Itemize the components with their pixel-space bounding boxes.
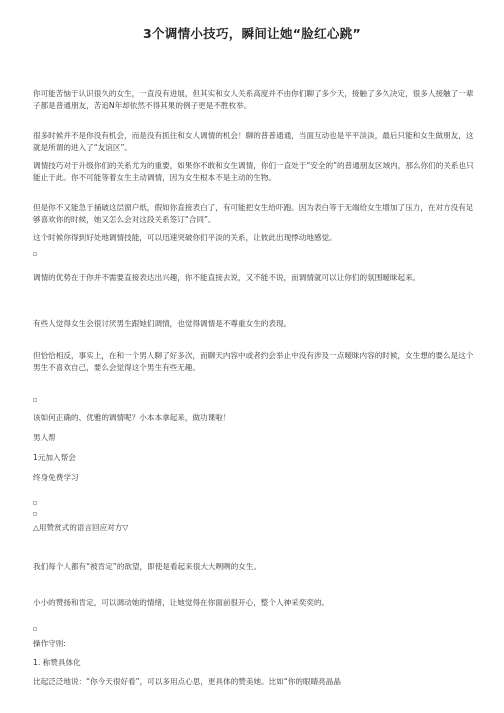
image-placeholder-icon <box>33 398 37 402</box>
paragraph-advantage: 调情的优势在于你并不需要直接表达出兴趣，你不能直接去说，又不能不说，而调情就可以让你们的氛围暧昧起来。 <box>33 273 421 282</box>
paragraph-homework: 该如何正确的、优雅的调情呢？小本本拿起来，做功课啦！ <box>33 413 231 422</box>
promo-lifetime-learning: 终身免费学习 <box>33 473 79 482</box>
image-placeholder-icon <box>33 501 37 505</box>
promo-join-price: 1元加入帮会 <box>33 453 76 462</box>
paragraph-misconception: 有些人觉得女生会很讨厌男生跟她们调情，也觉得调情是不尊重女生的表现。 <box>33 319 292 328</box>
rules-heading: 操作守则: <box>33 639 66 648</box>
image-placeholder-icon <box>33 252 37 256</box>
rule-1-heading: 1. 称赞具体化 <box>33 658 81 667</box>
paragraph-importance: 调情技巧对于升级你们的关系尤为的重要，如果你不敢和女生调情，你们一直处于“安全的”的普通朋友区域内，那么你们的关系也只能止于此。你不可能等着女生主动调情，因为女生根本不是主动的生物。 <box>33 161 474 182</box>
paragraph-intro: 你可能苦恼于认识很久的女生，一直没有进展，但其实和女人关系高度并不由你们聊了多少天，接触了多久决定，很多人接触了一辈子都是普通朋友，苦追N年却依然不得其果的例子更是不胜枚举。 <box>33 89 474 110</box>
paragraph-missed-chance: 很多时候并不是你没有机会，而是没有抓住和女人调情的机会！聊的普普通通，当面互动也是平平淡淡，最后只能和女生做朋友，这就是所谓的进入了“友谊区”。 <box>33 131 474 152</box>
paragraph-contrary: 但恰恰相反，事实上，在和一个男人聊了好多次，而聊天内容中或者约会举止中没有涉及一点暧昧内容的时候，女生想的要么是这个男生不喜欢自己，要么会觉得这个男生有些无趣。 <box>33 351 474 372</box>
paragraph-desire-affirm: 我们每个人都有“被肯定”的欲望，即使是看起来很大大咧咧的女生。 <box>33 562 262 571</box>
image-placeholder-icon <box>33 512 37 516</box>
paragraph-no-confession: 但是你不又能急于捅破这层窗户纸，假如你直接表白了，有可能把女生给吓跑。因为表白等于无端给女生增加了压力，在对方没有足够喜欢你的时候，她又怎么会对这段关系签订“合同”。 <box>33 203 474 224</box>
section-heading: △用赞赏式的语言回应对方▽ <box>33 523 129 532</box>
article-title: 3个调情小技巧，瞬间让她“脸红心跳” <box>142 26 362 41</box>
promo-group-name: 男人帮 <box>33 433 56 442</box>
image-placeholder-icon <box>33 627 37 631</box>
paragraph-praise-effect: 小小的赞扬和肯定，可以调动她的情绪，让她觉得在你面前很开心，整个人神采奕奕的。 <box>33 598 330 607</box>
paragraph-specific-praise: 比起泛泛地说：“你今天很好看”，可以多用点心思，更具体的赞美她。比如“你的眼睛亮晶晶 <box>33 677 341 686</box>
paragraph-flirt-skill: 这个时候你得到好处地调情技能，可以迅速突破你们平淡的关系，让彼此出现悸动地感觉。 <box>33 233 337 242</box>
